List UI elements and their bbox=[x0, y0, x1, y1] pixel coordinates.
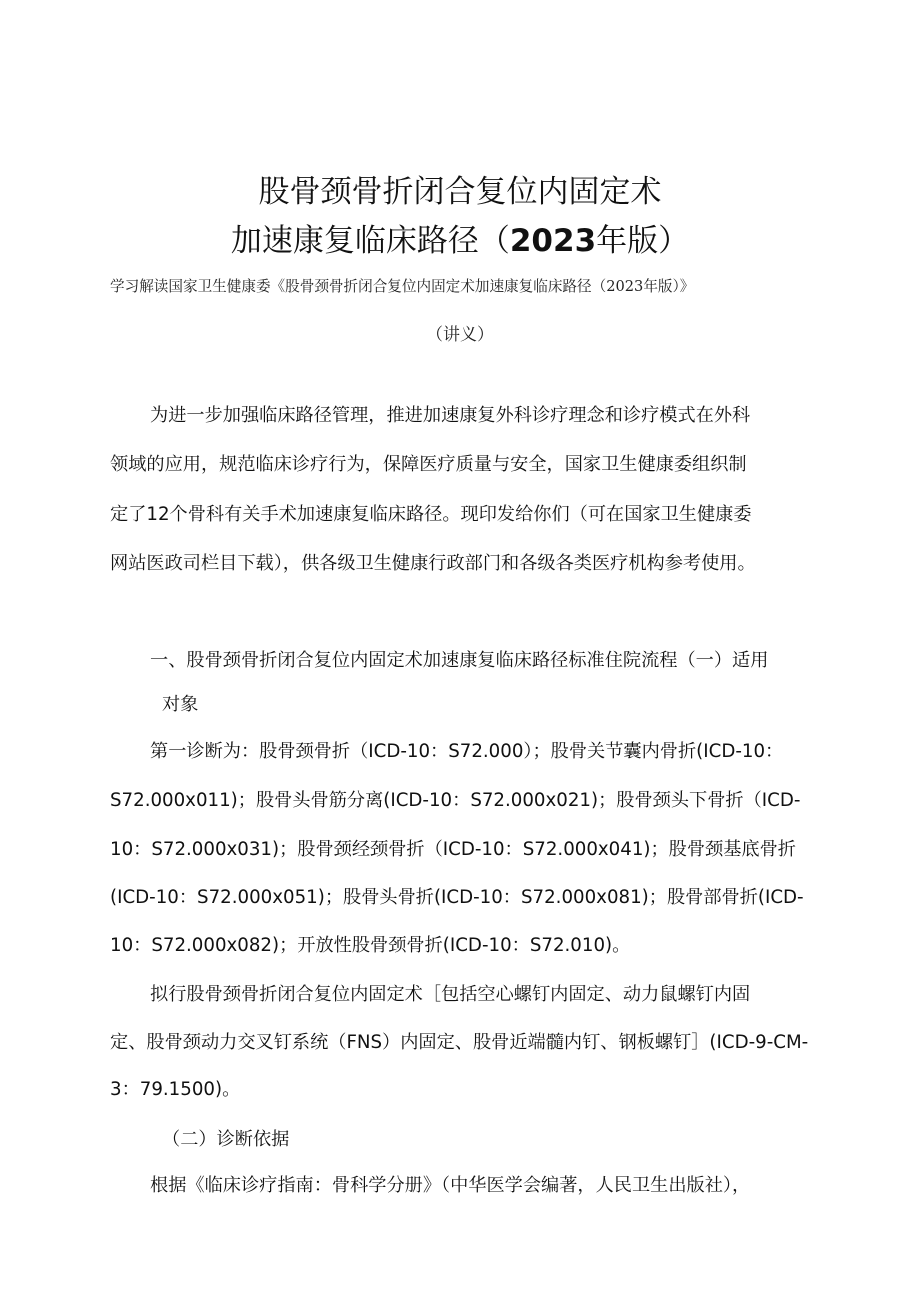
document-subtitle: 学习解读国家卫生健康委《股骨颈骨折闭合复位内固定术加速康复临床路径（2023年版）》 bbox=[110, 278, 695, 295]
intro-line: 领域的应用，规范临床诊疗行为，保障医疗质量与安全，国家卫生健康委组织制 bbox=[110, 454, 747, 475]
title-year: 2023 bbox=[509, 223, 597, 259]
title-line2-suffix: 年版） bbox=[596, 223, 690, 259]
intro-line: 网站医政司栏目下载），供各级卫生健康行政部门和各级各类医疗机构参考使用。 bbox=[110, 553, 756, 574]
title-line2-prefix: 加速康复临床路径（ bbox=[230, 223, 510, 259]
intro-line: 为进一步加强临床路径管理，推进加速康复外科诊疗理念和诊疗模式在外科 bbox=[150, 405, 751, 426]
section1-heading-line1: 一、股骨颈骨折闭合复位内固定术加速康复临床路径标准住院流程（一）适用 bbox=[150, 650, 769, 671]
intro-line: 定了12个骨科有关手术加速康复临床路径。现印发给你们（可在国家卫生健康委 bbox=[110, 504, 752, 525]
diagnosis-line: (ICD-10：S72.000x051)；股骨头骨折(ICD-10：S72.000x081)；股骨部骨折(ICD- bbox=[110, 887, 804, 908]
diagnosis-line: S72.000x011)；股骨头骨筋分离(ICD-10：S72.000x021)；股骨颈头下骨折（ICD- bbox=[110, 790, 801, 811]
procedure-line: 拟行股骨颈骨折闭合复位内固定术［包括空心螺钉内固定、动力鼠螺钉内固 bbox=[150, 984, 751, 1005]
procedure-line: 3：79.1500)。 bbox=[110, 1079, 241, 1100]
diagnosis-line: 第一诊断为：股骨颈骨折（ICD-10：S72.000）；股骨关节囊内骨折(ICD-10： bbox=[150, 741, 784, 762]
handout-label: （讲义） bbox=[426, 325, 494, 345]
section2-heading: （二）诊断依据 bbox=[162, 1129, 290, 1150]
basis-line: 根据《临床诊疗指南：骨科学分册》（中华医学会编著，人民卫生出版社）， bbox=[150, 1175, 751, 1196]
procedure-line: 定、股骨颈动力交叉钉系统（FNS）内固定、股骨近端髓内钉、钢板螺钉］(ICD-9-CM- bbox=[110, 1032, 809, 1053]
diagnosis-line: 10：S72.000x082)；开放性股骨颈骨折(ICD-10：S72.010)。 bbox=[110, 935, 631, 956]
section1-heading-line2: 对象 bbox=[162, 694, 199, 715]
document-title-line2 bbox=[0, 215, 920, 260]
diagnosis-line: 10：S72.000x031)；股骨颈经颈骨折（ICD-10：S72.000x041)；股骨颈基底骨折 bbox=[110, 839, 796, 860]
document-title-line1: 股骨颈骨折闭合复位内固定术 bbox=[258, 174, 662, 210]
